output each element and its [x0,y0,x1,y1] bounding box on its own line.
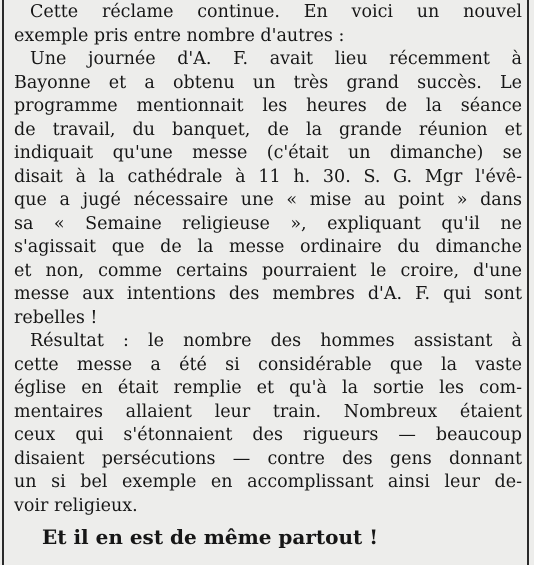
text-line: programme mentionnait les heures de la séance [14,96,522,116]
text-line: voir religieux. [14,495,138,516]
column-rule-right [527,0,529,565]
text-line: et non, comme certains pourraient le croire, d'une [14,260,522,281]
text-line: que a jugé nécessaire une « mise au point » dans [14,190,522,210]
paragraph-bayonne [14,48,522,330]
text-line: cette messe a été si considérable que la vaste [14,354,522,375]
text-line: mentaires allaient leur train. Nombreux étaient [14,401,522,422]
text-line: Une journée d'A. F. avait lieu récemment à [30,49,522,69]
text-line: Cette réclame continue. En voici un nouvel [30,2,522,22]
closing-statement: Et il en est de même partout ! [42,525,379,549]
text-line: Résultat : le nombre des hommes assistant à [30,331,522,351]
column-rule-left [2,0,4,565]
text-line: indiquait qu'une messe (c'était un dimanche) se [14,143,522,163]
text-line: ceux qui s'étonnaient des rigueurs — beaucoup [14,425,522,445]
text-line: un si bel exemple en accomplissant ainsi leur de- [14,472,522,492]
text-line: disaient persécutions — contre des gens donnant [14,448,522,469]
text-line: de travail, du banquet, de la grande réunion et [14,119,522,140]
article-column [14,1,522,552]
text-line: exemple pris entre nombre d'autres : [14,25,345,46]
text-line: Bayonne et a obtenu un très grand succès. Le [14,72,522,93]
text-line: messe aux intentions des membres d'A. F. qui sont [14,284,522,304]
text-line: église en était remplie et qu'à la sortie les com- [14,378,522,398]
text-line: disait à la cathédrale à 11 h. 30. S. G. Mgr l'évê- [14,166,522,187]
text-line: s'agissait que de la messe ordinaire du dimanche [14,237,522,257]
paragraph-resultat [14,330,522,518]
text-line: rebelles ! [14,307,98,328]
paragraph-intro [14,1,522,48]
text-line: sa « Semaine religieuse », expliquant qu'il ne [14,213,522,234]
